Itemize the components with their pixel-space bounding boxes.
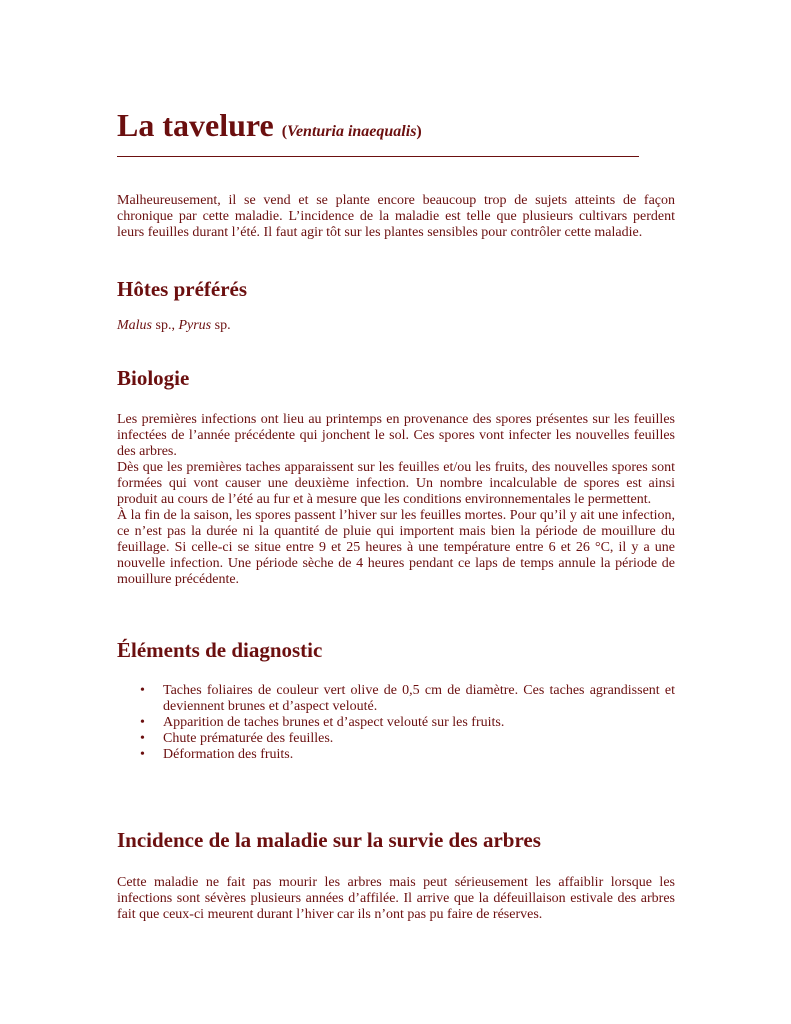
- incidence-heading: Incidence de la maladie sur la survie des arbres: [117, 828, 541, 852]
- biology-paragraph-3: À la fin de la saison, les spores passent l’hiver sur les feuilles mortes. Pour qu’il y ait une infection, ce n’est pas la durée ni la quantité de pluie qui importent mais bien la période de mouillure du feuillage. Si celle-ci se situe entre 9 et 25 heures à une température entre 6 et 26 °C, il y a une nouvelle infection. Une période sèche de 4 heures pendant ce laps de temps annule la période de mouillure précédente.: [117, 508, 675, 587]
- bullet-point: •: [140, 747, 145, 762]
- list-item-text: Apparition de taches brunes et d’aspect velouté sur les fruits.: [163, 715, 505, 730]
- diagnostic-heading: Éléments de diagnostic: [117, 638, 323, 662]
- list-item-text: Chute prématurée des feuilles.: [163, 731, 334, 746]
- biology-heading: Biologie: [117, 366, 190, 390]
- biology-paragraph-2: Dès que les premières taches apparaissent sur les feuilles et/ou les fruits, des nouvelles spores sont formées qui vont causer une deuxième infection. Un nombre incalculable de spores est ainsi produit au cours de l’été au fur et à mesure que les conditions environnementales le permettent.: [117, 460, 675, 507]
- close-paren: ): [416, 123, 422, 140]
- open-paren: (: [281, 123, 288, 140]
- bullet-point: •: [140, 731, 145, 746]
- host-sp-1: sp.,: [152, 318, 179, 333]
- title-main: La tavelure: [117, 107, 274, 143]
- scientific-name-text: Venturia inaequalis: [287, 123, 417, 140]
- biology-section: [117, 412, 675, 588]
- hosts-paragraph: [117, 318, 675, 334]
- bullet-point: •: [140, 683, 145, 698]
- host-sp-2: sp.: [211, 318, 231, 333]
- hosts-heading: Hôtes préférés: [117, 277, 248, 301]
- list-item-text: Taches foliaires de couleur vert olive de 0,5 cm de diamètre. Ces taches agrandissent et deviennent brunes et d’aspect velouté.: [163, 683, 675, 714]
- diagnostic-list: [117, 683, 675, 763]
- page-title: [117, 106, 422, 151]
- list-item: [117, 747, 675, 763]
- list-item: [117, 731, 675, 747]
- list-item: [117, 715, 675, 731]
- scientific-name: [282, 123, 422, 140]
- list-item: [117, 683, 675, 715]
- intro-paragraph: Malheureusement, il se vend et se plante encore beaucoup trop de sujets atteints de façon chronique par cette maladie. L’incidence de la maladie est telle que plusieurs cultivars perdent leurs feuilles durant l’été. Il faut agir tôt sur les plantes sensibles pour contrôler cette maladie.: [117, 193, 675, 240]
- biology-paragraph-1: Les premières infections ont lieu au printemps en provenance des spores présentes sur les feuilles infectées de l’année précédente qui jonchent le sol. Ces spores vont infecter les nouvelles feuilles des arbres.: [117, 412, 675, 459]
- bullet-point: •: [140, 715, 145, 730]
- host-genus-pyrus: Pyrus: [178, 318, 212, 333]
- incidence-paragraph: Cette maladie ne fait pas mourir les arbres mais peut sérieusement les affaiblir lorsque les infections sont sévères plusieurs années d’affilée. Il arrive que la défeuillaison estivale des arbres fait que ceux-ci meurent durant l’hiver car ils n’ont pas pu faire de réserves.: [117, 875, 675, 922]
- list-item-text: Déformation des fruits.: [163, 747, 294, 762]
- host-genus-malus: Malus: [117, 318, 152, 333]
- title-underline: [117, 156, 639, 157]
